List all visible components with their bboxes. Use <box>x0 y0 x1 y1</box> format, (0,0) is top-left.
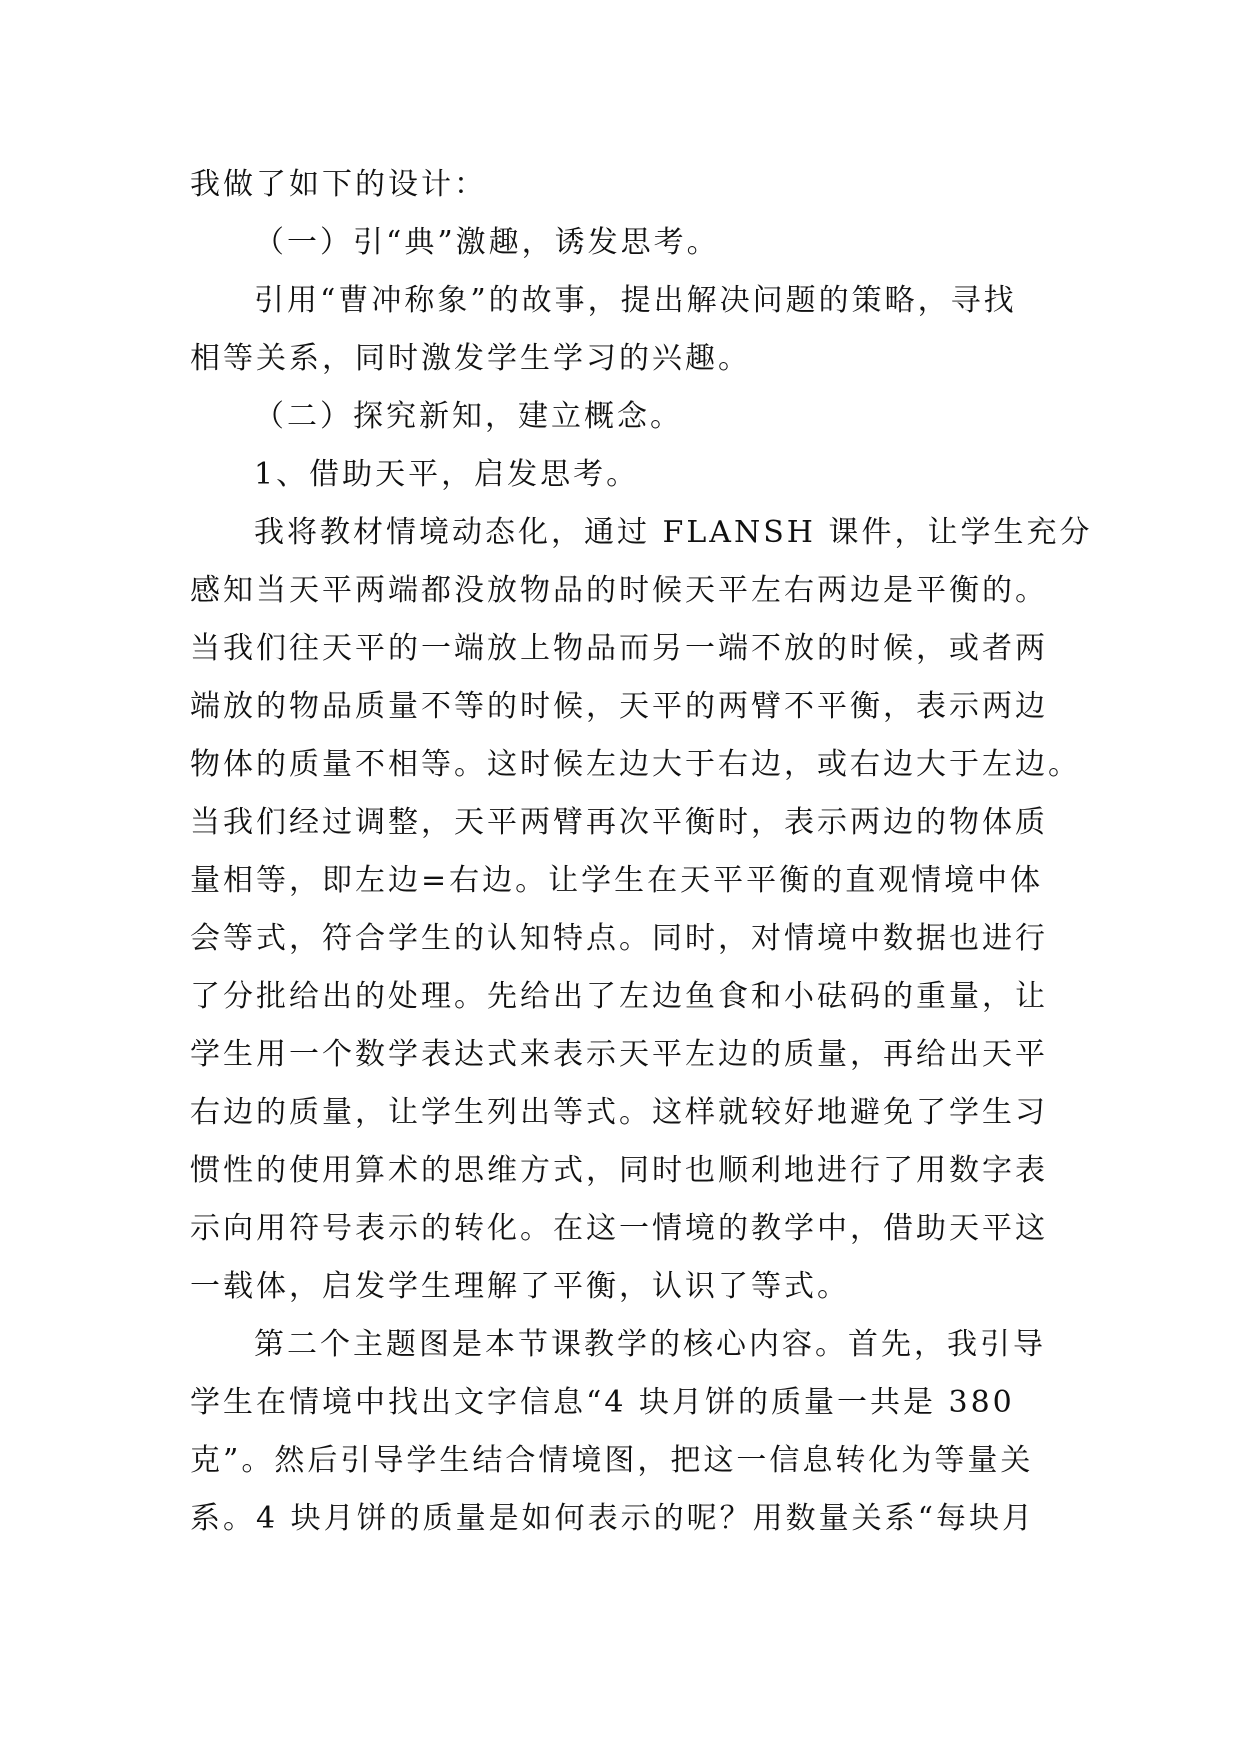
text-line: 会等式，符合学生的认知特点。同时，对情境中数据也进行 <box>190 921 1048 956</box>
text-line: 我将教材情境动态化，通过 FLANSH 课件，让学生充分 <box>254 515 1093 550</box>
text-line: 第二个主题图是本节课教学的核心内容。首先，我引导 <box>254 1327 1046 1362</box>
text-line: 一载体，启发学生理解了平衡，认识了等式。 <box>190 1269 850 1304</box>
text-line: 当我们往天平的一端放上物品而另一端不放的时候，或者两 <box>190 631 1048 666</box>
text-line: 惯性的使用算术的思维方式，同时也顺利地进行了用数字表 <box>190 1153 1048 1188</box>
text-line: 克”。然后引导学生结合情境图，把这一信息转化为等量关 <box>190 1443 1034 1478</box>
text-line: 我做了如下的设计： <box>190 167 487 202</box>
text-line: 感知当天平两端都没放物品的时候天平左右两边是平衡的。 <box>190 573 1048 608</box>
text-line: 系。4 块月饼的质量是如何表示的呢？用数量关系“每块月 <box>190 1501 1035 1536</box>
text-line: 右边的质量，让学生列出等式。这样就较好地避免了学生习 <box>190 1095 1048 1130</box>
text-line: 引用“曹冲称象”的故事，提出解决问题的策略，寻找 <box>254 283 1017 318</box>
text-line: 相等关系，同时激发学生学习的兴趣。 <box>190 341 751 376</box>
document-body <box>190 156 1093 1548</box>
text-line: 示向用符号表示的转化。在这一情境的教学中，借助天平这 <box>190 1211 1048 1246</box>
text-line: 当我们经过调整，天平两臂再次平衡时，表示两边的物体质 <box>190 805 1048 840</box>
text-line: 端放的物品质量不等的时候，天平的两臂不平衡，表示两边 <box>190 689 1048 724</box>
text-line: 学生用一个数学表达式来表示天平左边的质量，再给出天平 <box>190 1037 1048 1072</box>
section-heading: （二）探究新知，建立概念。 <box>254 399 683 434</box>
section-heading: （一）引“典”激趣，诱发思考。 <box>254 225 720 260</box>
text-line: 学生在情境中找出文字信息“4 块月饼的质量一共是 380 <box>190 1385 1015 1420</box>
text-line: 量相等，即左边=右边。让学生在天平平衡的直观情境中体 <box>190 863 1044 898</box>
text-line: 物体的质量不相等。这时候左边大于右边，或右边大于左边。 <box>190 747 1081 782</box>
text-line: 了分批给出的处理。先给出了左边鱼食和小砝码的重量，让 <box>190 979 1048 1014</box>
subsection-heading: 1、借助天平，启发思考。 <box>254 457 640 492</box>
